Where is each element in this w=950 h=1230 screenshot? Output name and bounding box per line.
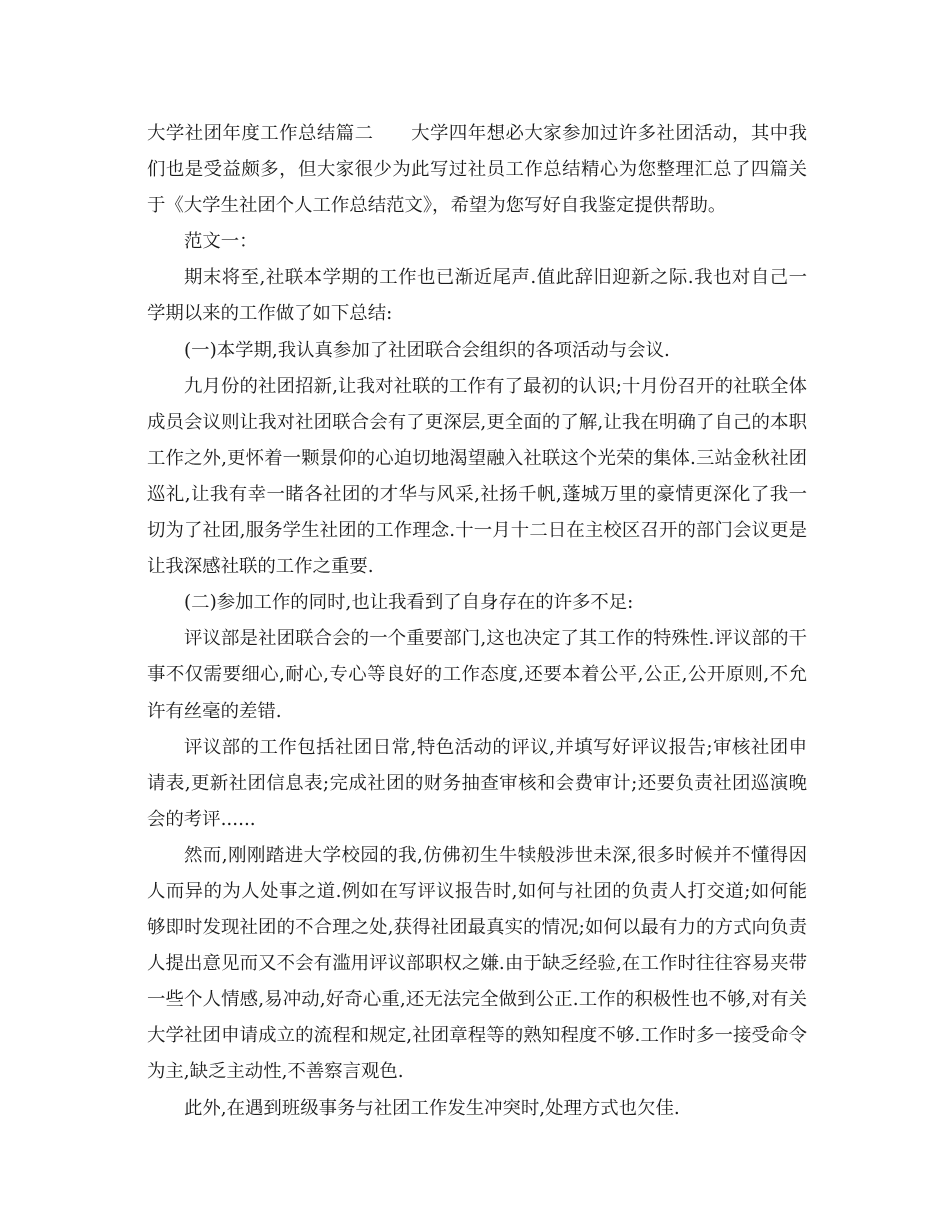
intro-paragraph: 大学社团年度工作总结篇二 大学四年想必大家参加过许多社团活动，其中我们也是受益颇多，但大家很少为此写过社员工作总结精心为您整理汇总了四篇关于《大学生社团个人工作总结范文》，希望为您写好自我鉴定提供帮助。	[147, 123, 807, 217]
body-paragraph: 然而,刚刚踏进大学校园的我,仿佛初生牛犊般涉世未深,很多时候并不懂得因人而异的为人处事之道.例如在写评议报告时,如何与社团的负责人打交道;如何能够即时发现社团的不合理之处,获得社团最真实的情况;如何以最有力的方式向负责人提出意见而又不会有滥用评议部职权之嫌.由于缺乏经验,在工作时往往容易夹带一些个人情感,易冲动,好奇心重,还无法完全做到公正.工作的积极性也不够,对有关大学社团申请成立的流程和规定,社团章程等的熟知程度不够.工作时多一接受命令为主,缺乏主动性,不善察言观色.	[147, 844, 807, 1083]
section-heading-1: (一)本学期,我认真参加了社团联合会组织的各项活动与会议.	[184, 339, 670, 361]
section-heading-2: (二)参加工作的同时,也让我看到了自身存在的许多不足:	[184, 592, 634, 614]
body-paragraph: 此外,在遇到班级事务与社团工作发生冲突时,处理方式也欠佳.	[184, 1097, 680, 1119]
body-paragraph: 九月份的社团招新,让我对社联的工作有了最初的认识;十月份召开的社联全体成员会议则让我对社团联合会有了更深层,更全面的了解,让我在明确了自己的本职工作之外,更怀着一颗景仰的心迫切地渴望融入社联这个光荣的集体.三站金秋社团巡礼,让我有幸一睹各社团的才华与风采,社扬千帆,蓬城万里的豪情更深化了我一切为了社团,服务学生社团的工作理念.十一月十二日在主校区召开的部门会议更是让我深感社联的工作之重要.	[147, 375, 807, 578]
sample-heading: 范文一：	[184, 231, 258, 253]
document-body	[147, 116, 807, 1127]
body-paragraph: 评议部是社团联合会的一个重要部门,这也决定了其工作的特殊性.评议部的干事不仅需要细心,耐心,专心等良好的工作态度,还要本着公平,公正,公开原则,不允许有丝毫的差错.	[147, 628, 807, 722]
body-paragraph: 评议部的工作包括社团日常,特色活动的评议,并填写好评议报告;审核社团申请表,更新社团信息表;完成社团的财务抽查审核和会费审计;还要负责社团巡演晚会的考评......	[147, 736, 807, 830]
body-paragraph: 期末将至,社联本学期的工作也已渐近尾声.值此辞旧迎新之际.我也对自己一学期以来的工作做了如下总结:	[147, 267, 807, 325]
